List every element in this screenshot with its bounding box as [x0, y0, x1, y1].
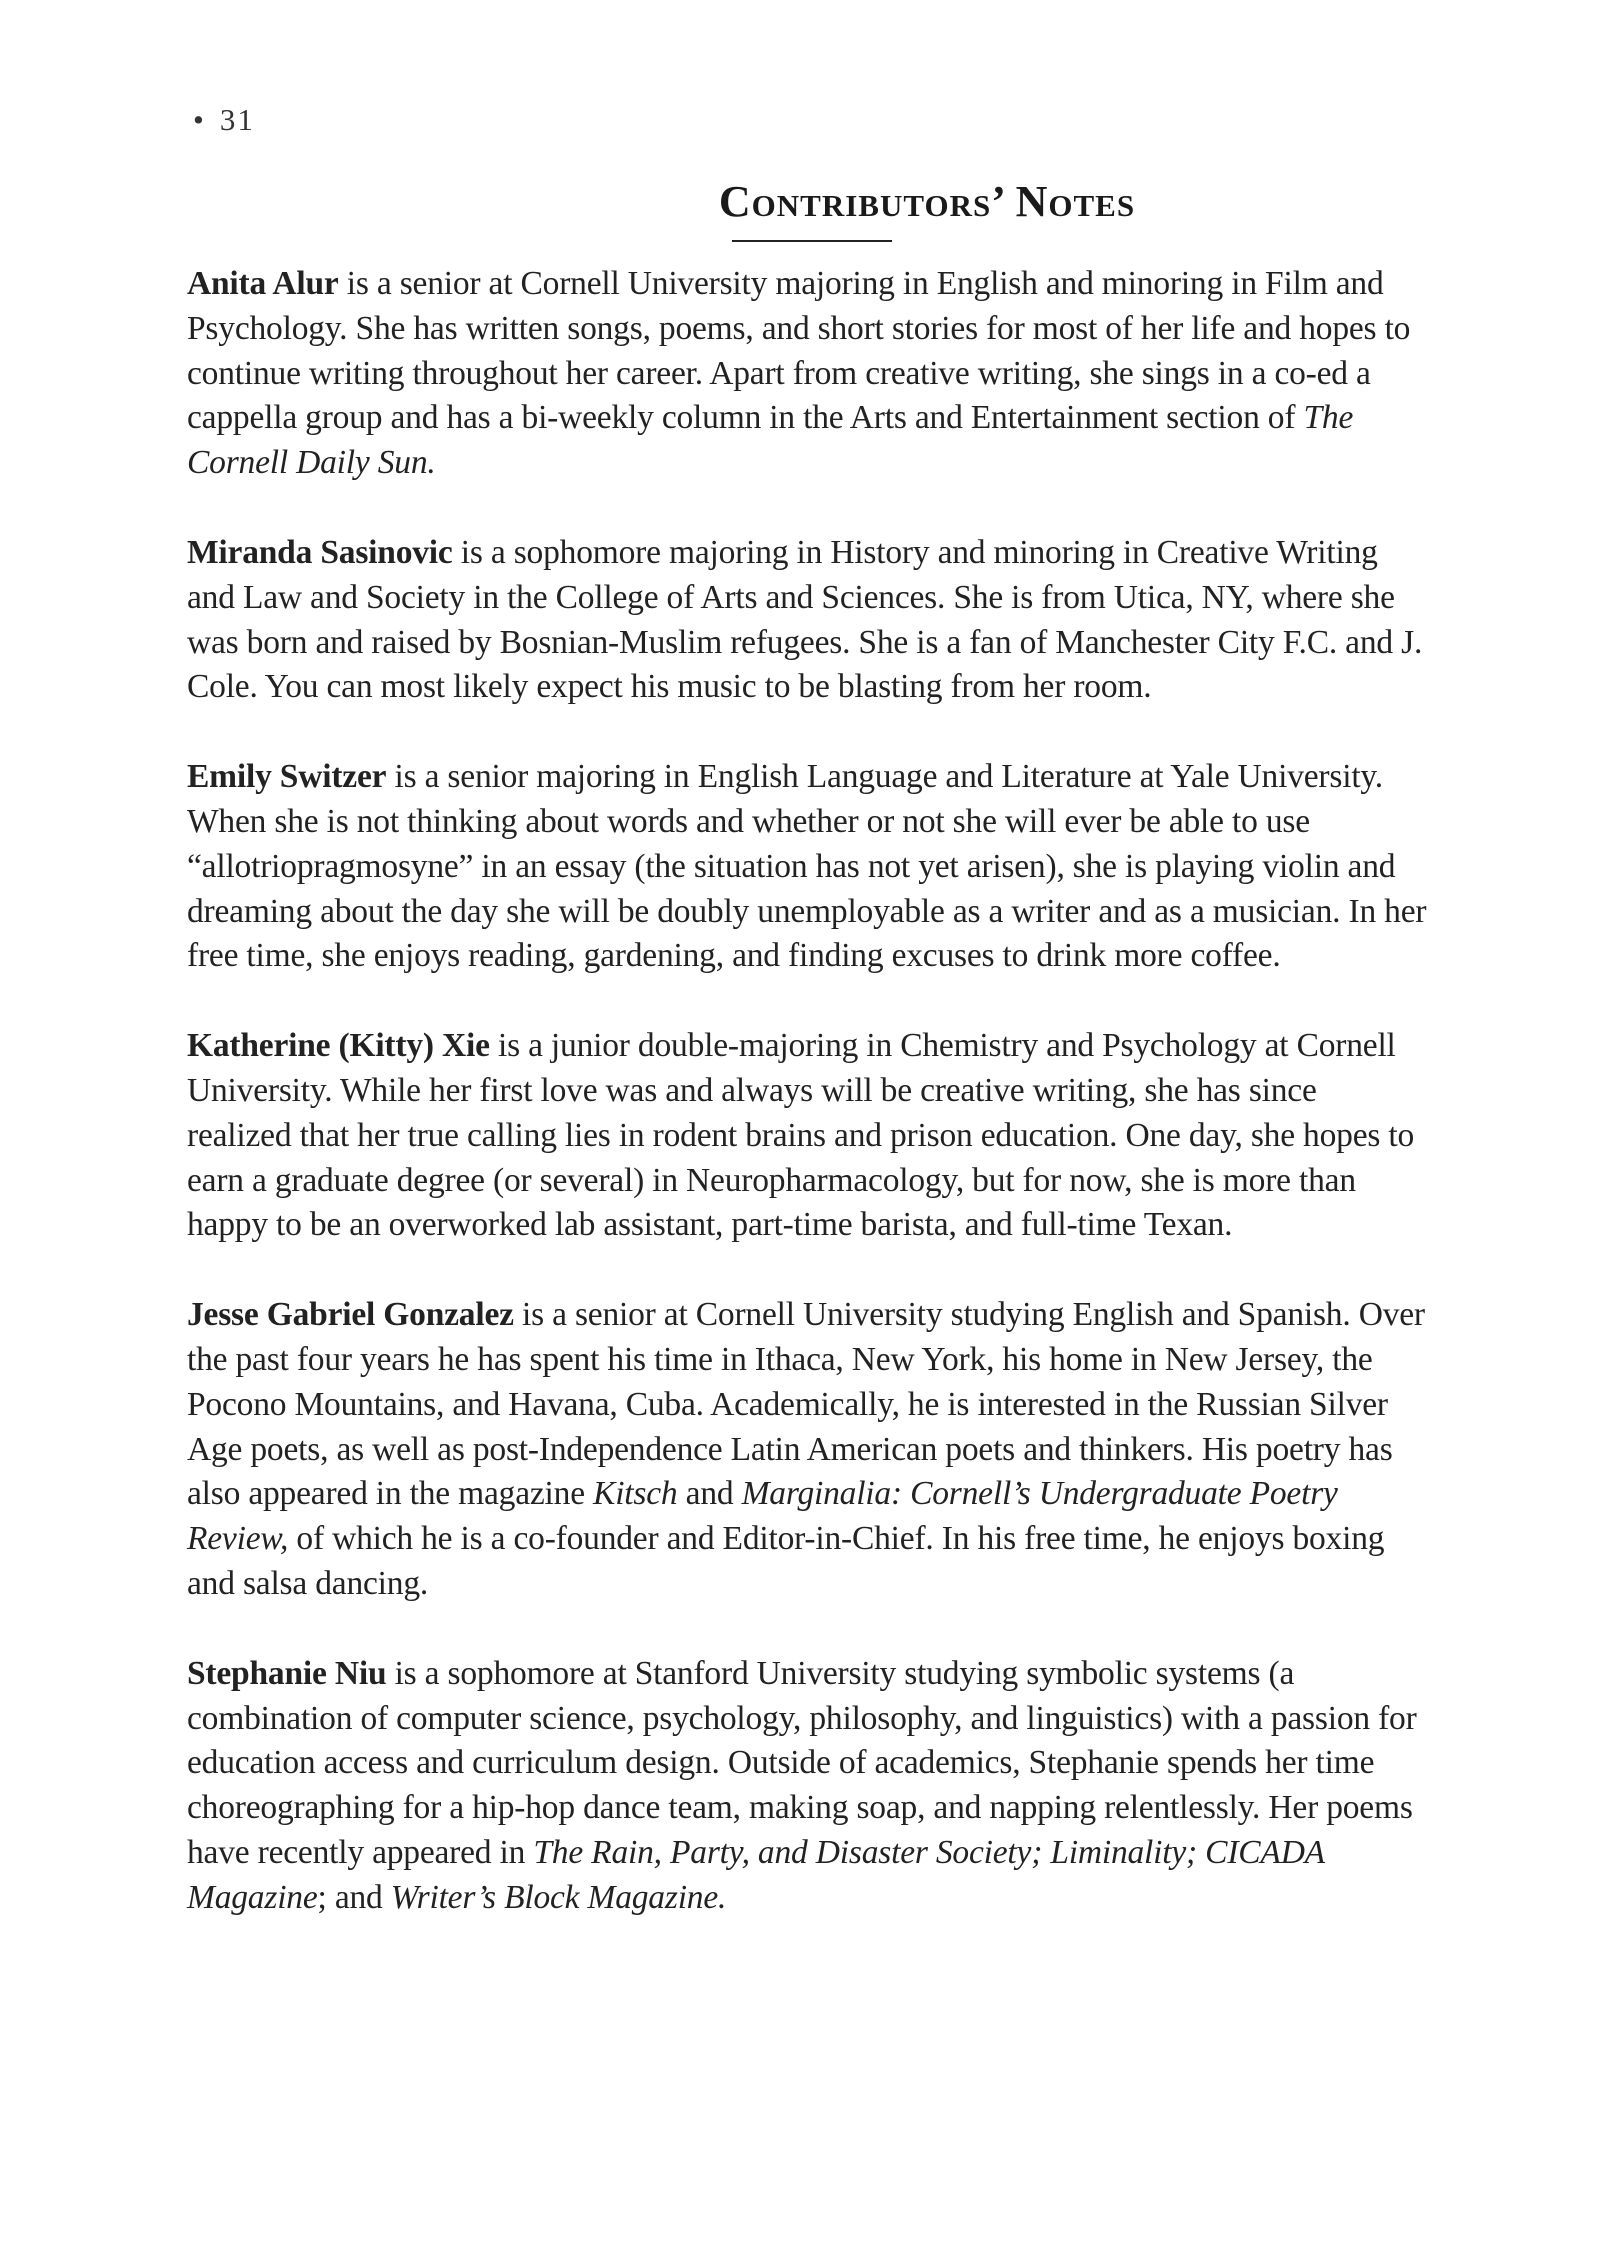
note-text: is a senior majoring in English Language and Literature at Yale University. When she is not thinking about words and whether or not she will ever be able to use “allotriopragmosyne” in an essay (the situation has not yet arisen), she is playing violin and dreaming about the day she will be doubly unemployable as a writer and as a musician. In her free time, she enjoys reading, gardening, and finding excuses to drink more coffee.	[187, 758, 1427, 975]
page-title: Contributors’ Notes	[718, 177, 1136, 226]
publication-title: Marginalia: Cornell’s Undergraduate Poetry Review,	[187, 1475, 1338, 1558]
publication-title: Kitsch	[593, 1475, 678, 1513]
contributor-note-switzer	[187, 755, 1427, 979]
publication-title: The Cornell Daily Sun.	[187, 399, 1354, 482]
title-container	[0, 176, 1614, 227]
note-text: and	[677, 1475, 742, 1513]
note-text: of which he is a co-founder and Editor-in-Chief. In his free time, he enjoys boxing and salsa dancing.	[187, 1520, 1385, 1602]
page-number-value: 31	[219, 102, 255, 137]
contributor-note-niu	[187, 1652, 1427, 1921]
contributor-note-alur	[187, 262, 1427, 486]
contributor-name: Katherine (Kitty) Xie	[187, 1027, 490, 1065]
title-underline	[732, 240, 892, 242]
contributor-name: Emily Switzer	[187, 758, 387, 796]
note-text: ; and	[317, 1878, 391, 1916]
contributors-notes	[187, 262, 1427, 1966]
publication-title: Writer’s Block Magazine.	[390, 1878, 727, 1916]
note-text: is a senior at Cornell University majoring in English and minoring in Film and Psychology. She has written songs, poems, and short stories for most of her life and hopes to continue writing throughout her career. Apart from creative writing, she sings in a co-ed a cappella group and has a bi-weekly column in the Arts and Entertainment section of	[187, 265, 1411, 437]
page-number	[193, 102, 255, 138]
contributor-name: Stephanie Niu	[187, 1654, 387, 1692]
note-text: is a sophomore majoring in History and minoring in Creative Writing and Law and Society in the College of Arts and Sciences. She is from Utica, NY, where she was born and raised by Bosnian-Muslim refugees. She is a fan of Manchester City F.C. and J. Cole. You can most likely expect his music to be blasting from her room.	[187, 533, 1423, 706]
note-text: is a sophomore at Stanford University studying symbolic systems (a combination of computer science, psychology, philosophy, and linguistics) with a passion for education access and curriculum design. Outside of academics, Stephanie spends her time choreographing for a hip-hop dance team, making soap, and napping relentlessly. Her poems have recently appeared in	[187, 1654, 1417, 1871]
contributor-note-xie	[187, 1024, 1427, 1248]
publication-title: The Rain, Party, and Disaster Society; Liminality; CICADA Magazine	[187, 1833, 1325, 1916]
note-text: is a junior double-majoring in Chemistry and Psychology at Cornell University. While her first love was and always will be creative writing, she has since realized that her true calling lies in rodent brains and prison education. One day, she hopes to earn a graduate degree (or several) in Neuropharmacology, but for now, she is more than happy to be an overworked lab assistant, part-time barista, and full-time Texan.	[187, 1027, 1415, 1244]
note-text: is a senior at Cornell University studying English and Spanish. Over the past four years he has spent his time in Ithaca, New York, his home in New Jersey, the Pocono Mountains, and Havana, Cuba. Academically, he is interested in the Russian Silver Age poets, as well as post-Independence Latin American poets and thinkers. His poetry has also appeared in the magazine	[187, 1296, 1425, 1513]
contributor-note-gonzalez	[187, 1293, 1427, 1607]
contributor-name: Anita Alur	[187, 265, 339, 302]
contributor-name: Miranda Sasinovic	[187, 533, 453, 571]
contributor-note-sasinovic	[187, 531, 1427, 710]
bullet-icon: •	[193, 102, 206, 137]
contributor-name: Jesse Gabriel Gonzalez	[187, 1296, 514, 1334]
